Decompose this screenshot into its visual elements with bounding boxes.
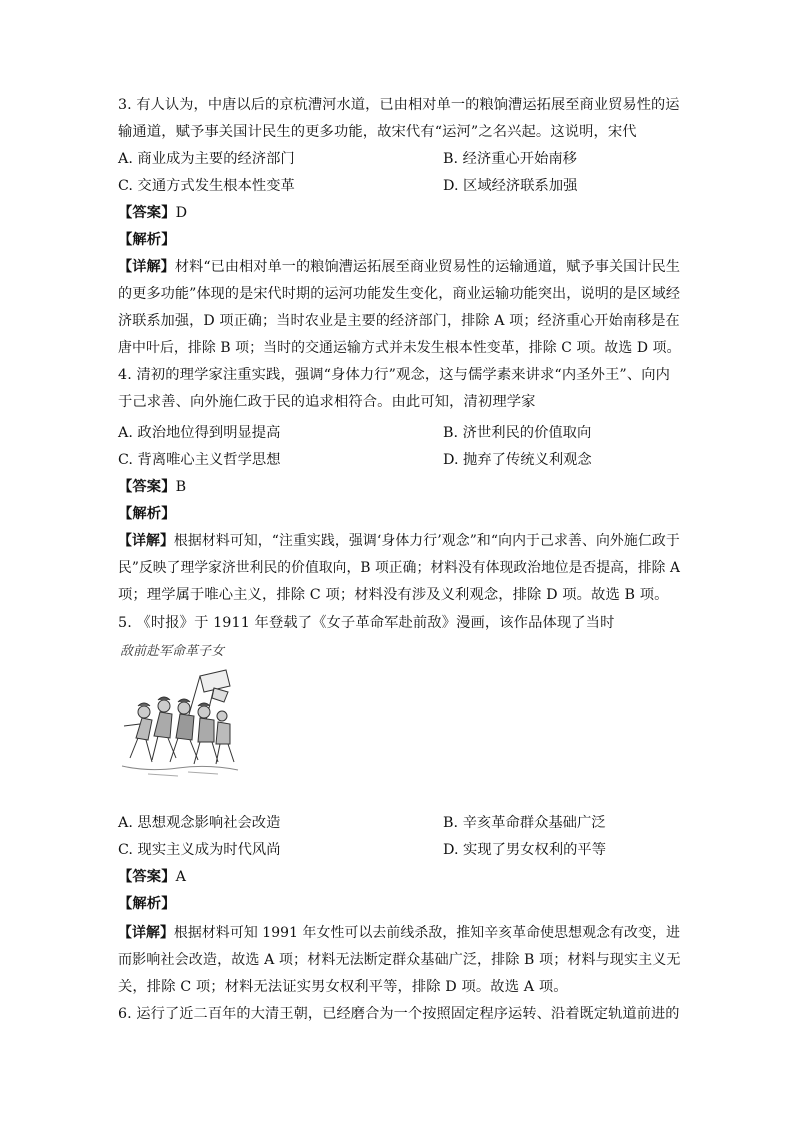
q4-option-a: A. 政治地位得到明显提高: [118, 425, 281, 441]
q4-detail-line3: 项；理学属于唯心主义，排除 C 项；材料没有涉及义利观念，排除 D 项。故选 B 项。: [118, 587, 669, 603]
q5-detail-line2: 而影响社会改造，故选 A 项；材料无法断定群众基础广泛，排除 B 项；材料与现实主义无: [118, 952, 681, 968]
q4-option-d: D. 抛弃了传统义利观念: [443, 452, 592, 468]
q3-analysis-tag: 【解析】: [118, 232, 176, 248]
cartoon-caption-text: 敌前赴军命革子女: [120, 644, 225, 659]
answer-value: B: [175, 479, 187, 495]
q4-option-c: C. 背离唯心主义哲学思想: [118, 452, 281, 468]
q3-stem-line2: 输通道，赋予事关国计民生的更多功能，故宋代有“运河”之名兴起。这说明，宋代: [118, 124, 637, 140]
detail-text: 根据材料可知 1991 年女性可以去前线杀敌，推知辛亥革命使思想观念有改变，进: [173, 925, 680, 941]
detail-tag: 【详解】: [118, 259, 175, 275]
q5-option-c: C. 现实主义成为时代风尚: [118, 842, 281, 858]
q6-stem-line1: 6. 运行了近二百年的大清王朝，已经磨合为一个按照固定程序运转、沿着既定轨道前进的: [118, 1006, 680, 1022]
q3-option-c: C. 交通方式发生根本性变革: [118, 178, 295, 194]
q3-option-a: A. 商业成为主要的经济部门: [118, 151, 295, 167]
q3-detail-line4: 唐中叶后，排除 B 项；当时的交通运输方式并未发生根本性变革，排除 C 项。故选 D 项。: [118, 340, 681, 356]
answer-tag: 【答案】: [118, 205, 176, 221]
q5-option-b: B. 辛亥革命群众基础广泛: [443, 815, 606, 831]
q5-analysis-tag: 【解析】: [118, 896, 176, 912]
answer-value: D: [175, 205, 188, 221]
answer-value: A: [175, 869, 187, 885]
detail-text: 材料“已由相对单一的粮饷漕运拓展至商业贸易性的运输通道，赋予事关国计民生: [174, 259, 681, 275]
q3-detail-line1: [118, 254, 681, 281]
q3-detail-line3: 济联系加强，D 项正确；当时农业是主要的经济部门，排除 A 项；经济重心开始南移是在: [118, 313, 680, 329]
q4-detail-line1: [118, 528, 680, 555]
detail-tag: 【详解】: [118, 925, 174, 941]
answer-tag: 【答案】: [118, 869, 176, 885]
q3-option-b: B. 经济重心开始南移: [443, 151, 577, 167]
cartoon-illustration: [118, 666, 244, 782]
q5-detail-line1: [118, 920, 680, 947]
q3-detail-line2: 的更多功能”体现的是宋代时期的运河功能发生变化，商业运输功能突出，说明的是区域经: [118, 286, 681, 302]
q4-option-b: B. 济世利民的价值取向: [443, 425, 592, 441]
q4-answer: [118, 474, 680, 501]
q5-stem: 5. 《时报》于 1911 年登载了《女子革命军赴前敌》漫画，该作品体现了当时: [118, 615, 615, 631]
q4-detail-line2: 民”反映了理学家济世利民的价值取向，B 项正确；材料没有体现政治地位是否提高，排除 A: [118, 560, 681, 576]
detail-text: 根据材料可知，“注重实践，强调‘身体力行’观念”和“向内于己求善、向外施仁政于: [173, 533, 680, 549]
q5-answer: [118, 864, 680, 891]
q3-answer: [118, 200, 680, 227]
answer-tag: 【答案】: [118, 479, 176, 495]
q5-option-d: D. 实现了男女权利的平等: [443, 842, 607, 858]
q4-stem-line2: 于己求善、向外施仁政于民的追求相符合。由此可知，清初理学家: [118, 394, 536, 410]
detail-tag: 【详解】: [118, 533, 174, 549]
q4-stem-line1: 4. 清初的理学家注重实践，强调“身体力行”观念，这与儒学素来讲求“内圣外王”、向内: [118, 367, 671, 383]
q5-detail-line3: 关，排除 C 项；材料无法证实男女权利平等，排除 D 项。故选 A 项。: [118, 979, 568, 995]
q5-option-a: A. 思想观念影响社会改造: [118, 815, 281, 831]
q4-analysis-tag: 【解析】: [118, 506, 176, 522]
q3-stem-line1: 3. 有人认为，中唐以后的京杭漕河水道，已由相对单一的粮饷漕运拓展至商业贸易性的运: [118, 97, 680, 113]
q3-option-d: D. 区域经济联系加强: [443, 178, 578, 194]
cartoon-caption-handwritten: [118, 639, 248, 661]
